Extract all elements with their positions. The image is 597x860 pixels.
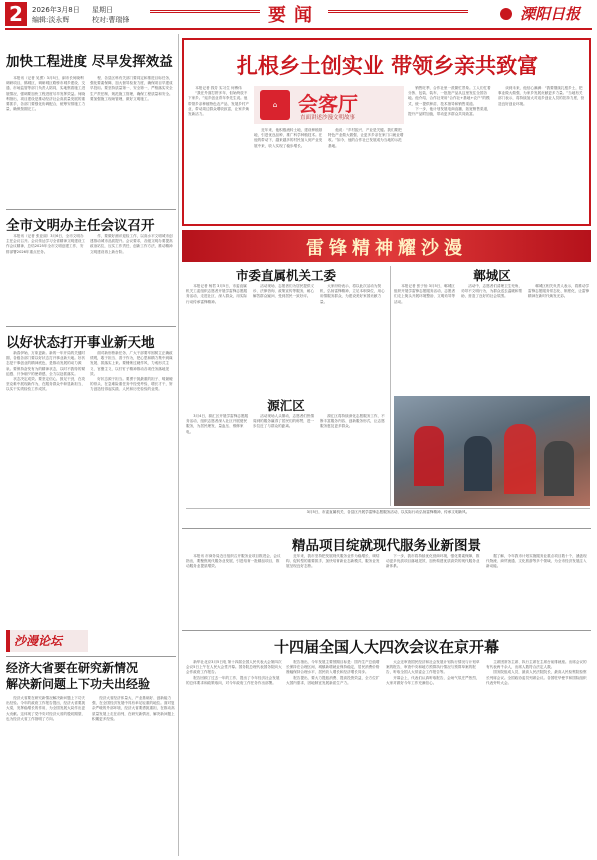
article-body: 活动现场，志愿者们为居民提供义诊、法律咨询、政策宣传等服务，耐心解答群众疑问，受到居民一致好评。 xyxy=(253,284,315,299)
article-body: 近年来，他积极流转土地，建设种植基地，引进优良品种，推广科学种植技术。在他的带动下，越来越多的村民加入到产业发展中来，收入实现了稳步增长。 xyxy=(254,128,323,148)
feature-banner xyxy=(254,86,404,124)
section-ornament xyxy=(150,10,260,13)
issue-weekday: 星期日 xyxy=(92,6,113,14)
logo-icon xyxy=(500,8,512,20)
volunteer-photo xyxy=(394,396,590,506)
page-number: 2 xyxy=(5,2,27,26)
headline-party-committee: 市委直属机关工委 xyxy=(235,268,336,283)
lei-feng-banner xyxy=(182,230,591,262)
headline-npc-session: 十四届全国人大四次会议在京开幕 xyxy=(273,638,499,656)
article-body: 面对新形势新任务，广大干部要牢固树立正确政绩观，敢于担当、善于作为，把心思和精力集中到谋发展、抓落实上来。要锤炼过硬作风，力戒形式主义、官僚主义，以钉钉子精神推动各项任务落地见效。 好状态源于担当。要勇于挑最重的担子、啃最硬的骨头，在急难险重任务中经受考验、增长才干，努力创造经得起实践、人民和历史检验的业绩。 xyxy=(90,351,173,392)
headline-good-state: 以好状态打开事业新天地 xyxy=(6,335,155,351)
issue-date: 2026年3月8日 xyxy=(32,6,80,14)
article-body: 本报讯（记者 张亚丽）3月6日，全市文明办主任会议召开。会议传达学习全省精神文明建设工作会议精神，总结2025年全市文明创建工作，安排部署2026年重点任务。 xyxy=(6,234,86,254)
forum-logo xyxy=(6,630,88,652)
article-body: 经济大省经济体量大、产业基础好、创新能力强，在全国经济发展中具有举足轻重的地位。面对复杂严峻的外部环境，经济大省要勇挑重担，在推动高质量发展上走在前列，在研究新情况、解决新问题上积累更多经验。 xyxy=(92,696,175,721)
banner-subtitle: 直面讲述沙漫文明故事 xyxy=(300,115,356,121)
article-body: 报告指出，今年发展主要预期目标是：国内生产总值增长保持在合理区间，城镇新增就业保持稳定，居民消费价格涨幅保持合理水平，居民收入增长和经济增长同步。 报告提出，要大力提振消费、提高投资效益，全方位扩大国内需求，因地制宜发展新质生产力。 xyxy=(286,660,380,685)
article-body: 本报讯（记者 吴勇）3月5日，副市长何晓利调研项目，鹤城区，调研城区路桥市城乡建设、交通、市场监管等部门负责人陪同，实地察看施工进展情况，强调要加快工程进度尽早发挥效益。何晓利指出，项目建设是推动经济社会高质量发展的重要抓手，各部门要强化协调配合，统筹安排施工力量，确保按期完工。 xyxy=(6,76,86,112)
headline-service-industry: 精品项目绽就现代服务业新图景 xyxy=(292,538,481,554)
article-body: 活动中，志愿者们清理卫生死角，劝导不文明行为，为群众送去温暖和帮助，营造了良好的社会氛围。 xyxy=(461,284,523,299)
article-body: 本报记者 钱芳 实习生 何博伟 “我在外面打拼多年，但始终放不下家乡。”返乡创业青年李先生说。他带领乡亲种植特色农产品，发展乡村产业，带动周边群众增收致富，让家乡焕发新活力。 xyxy=(188,86,250,117)
article-body: 他说：“乡村振兴，产业是关键。我们要把特色产业做大做强，让更多乡亲在家门口就业增收。”如今，他的合作社已发展成为当地的示范基地。 xyxy=(328,128,404,148)
article-body: 谈到未来，他信心满满：“我要继续扎根乡土，把事业做大做强，为家乡发展贡献更多力量。”当地有关部门表示，将持续加大对返乡创业人员的扶持力度，营造良好创业环境。 xyxy=(498,86,585,106)
headline-yuanhui-district: 源汇区 xyxy=(267,398,305,413)
article-body: 主席团常务主席、执行主席在主席台前排就座。出席会议的有代表两千余人，出席人数符合法定人数。 国务院组成人员，最高人民法院院长，最高人民检察院检察长列席会议。全国政协委员列席会议。各国驻华使节和国际组织代表旁听大会。 xyxy=(486,660,587,685)
series-note: 3月5日，市委直属机关、各县区开展学雷锋志愿服务活动，以实际行动弘扬雷锋精神，传承文明新风。 xyxy=(306,510,470,514)
section-ornament-right xyxy=(328,10,468,13)
paper-name: 溧阳日报 xyxy=(520,5,581,23)
paper-logo xyxy=(500,3,592,23)
headline-yancheng-district: 鄣城区 xyxy=(473,268,511,283)
section-title: 要闻 xyxy=(268,5,320,26)
article-body: 本报讯 市商务局近日组织召开服务业项目推进会，会议指出，要聚焦现代服务业发展，引进培育一批精品项目，推动服务业提质增效。 xyxy=(186,554,281,569)
headline-economic-province: 经济大省要在研究新情况 解决新问题上下功夫出经验 xyxy=(6,661,151,691)
article-body: 大会还审查国民经济和社会发展计划执行情况与计划草案的报告，审查中央和地方预算执行情况与预算草案的报告，听取全国人大常委会工作报告等。 开幕会上，代表们认真听取报告，会场气氛庄严热烈，大家对做好今年工作充满信心。 xyxy=(386,660,480,685)
article-body: 销售旺季，合作社里一派繁忙景象。工人们忙着分拣、包装、装车，一批批产品从这里发往全国各地。他介绍，合作社采用“合作社+基地+农户”的模式，统一提供种苗、技术指导和销售渠道。 下一步，他计划发展电商直播，拓宽销售渠道，提升产品附加值，带动更多群众共同致富。 xyxy=(408,86,491,117)
proofreader-credit: 校对:曹瑞锋 xyxy=(92,16,130,24)
headline-civilization-meeting: 全市文明办主任会议召开 xyxy=(6,218,155,234)
article-body: 本报记者 张子怡 3月5日，鄣城区组织开展学雷锋志愿服务活动，志愿者们走上街头开展环境整治、文明劝导等活动。 xyxy=(394,284,456,304)
lei-feng-banner-text: 雷锋精神耀沙漫 xyxy=(306,238,467,259)
article-body: 3月4日，源汇区开展学雷锋志愿服务活动，组织志愿者深入社区开展便民服务，为居民理发、量血压、维修家电。 xyxy=(186,414,249,434)
banner-text: 会客厅 xyxy=(298,92,358,116)
feature-title: 扎根乡土创实业 带领乡亲共致富 xyxy=(236,53,539,78)
banner-emblem: ⌂ xyxy=(260,90,290,120)
article-body: 鄣城区相关负责人表示，将推动学雷锋志愿服务常态化、制度化，让雷锋精神在新时代焕发光彩。 xyxy=(528,284,590,299)
article-body: 作，要做好测评迎检工作，以高水平文明城市创建推动城市品质提升。会议要求，各级文明办要提高政治站位，压实工作责任，创新工作方法，推动精神文明建设再上新台阶。 xyxy=(90,234,173,254)
article-body: 本报记者 杨君 3月5日，市委直属机关工委组织志愿者开展学雷锋志愿服务活动，走进社区、深入群众，用实际行动传承雷锋精神。 xyxy=(186,284,248,304)
forum-label: 沙漫论坛 xyxy=(14,634,63,648)
article-body: 新春伊始，万象更新。新的一年开局的关键时期，各级各部门要以好状态打开事业新天地。好状态是干事创业的精神底色，是推动发展的动力源泉。要保持奋发有为的精神状态，以时不我待的紧迫感、只争朝夕的使命感，全力以赴抓落实。 状态决定成效。要坚定信心，鼓足干劲，在攻坚克难中展现新作为，在服务群众中彰显新担当，以实干实绩检验工作成效。 xyxy=(6,351,86,392)
article-body: 近年来，我市坚持把发展现代服务业作为稳增长、调结构、促转型的重要抓手，加快培育新业态新模式，服务业发展呈现良好态势。 xyxy=(286,554,380,569)
headline-project-progress: 加快工程进度 尽早发挥效益 xyxy=(6,54,173,70)
article-body: 大家纷纷表示，将以此次活动为契机，弘扬雷锋精神，立足本职岗位，用心用情服务群众，为建设美好家园贡献力量。 xyxy=(320,284,385,304)
article-body: 据了解，今年我市计划实施服务业重点项目数十个，涵盖现代物流、商贸流通、文化旅游等多个领域，为全市经济发展注入新动能。 xyxy=(486,554,587,569)
article-body: 程、各县区科有关部门要同定和推进目标任务，强化要素保障，加大督导检查力度，确保项目早建成早投用。要坚持质量第一、安全第一，严格落实安全生产责任制，规范施工管理，确保工程质量和安全。要加强施工现场管理，做好文明施工。 xyxy=(90,76,173,101)
article-body: 经济大省要在研究新情况解决新问题上下功夫出经验。今年的政府工作报告提出，经济大省要挑大梁，发挥稳增长的作用，为全国发展大局作出更大贡献。这体现了党中央对经济大省的殷切期望，也为经济大省工作指明了方向。 xyxy=(6,696,86,721)
article-body: 活动现场人头攒动，志愿者们热情周到的服务赢得了居民们的称赞，进一步拉近了与群众的距离。 xyxy=(253,414,315,429)
editor-credit: 编辑:淡永辉 xyxy=(32,16,70,24)
article-body: 源汇区将持续深化志愿服务工作，不断丰富服务内容、创新服务形式，让志愿服务惠及更多群众。 xyxy=(320,414,385,429)
article-body: 新华社北京3月5日电 第十四届全国人民代表大会第四次会议5日上午在人民大会堂开幕。国务院总理代表国务院向大会作政府工作报告。 报告回顾了过去一年的工作，提出了今年经济社会发展的总体要求和政策取向，对今年政府工作任务作出部署。 xyxy=(186,660,282,685)
article-body: 下一步，我市将持续优化营商环境，强化要素保障，推动更多优质项目落地见效，加快构建优质高效的现代服务业新体系。 xyxy=(386,554,480,569)
